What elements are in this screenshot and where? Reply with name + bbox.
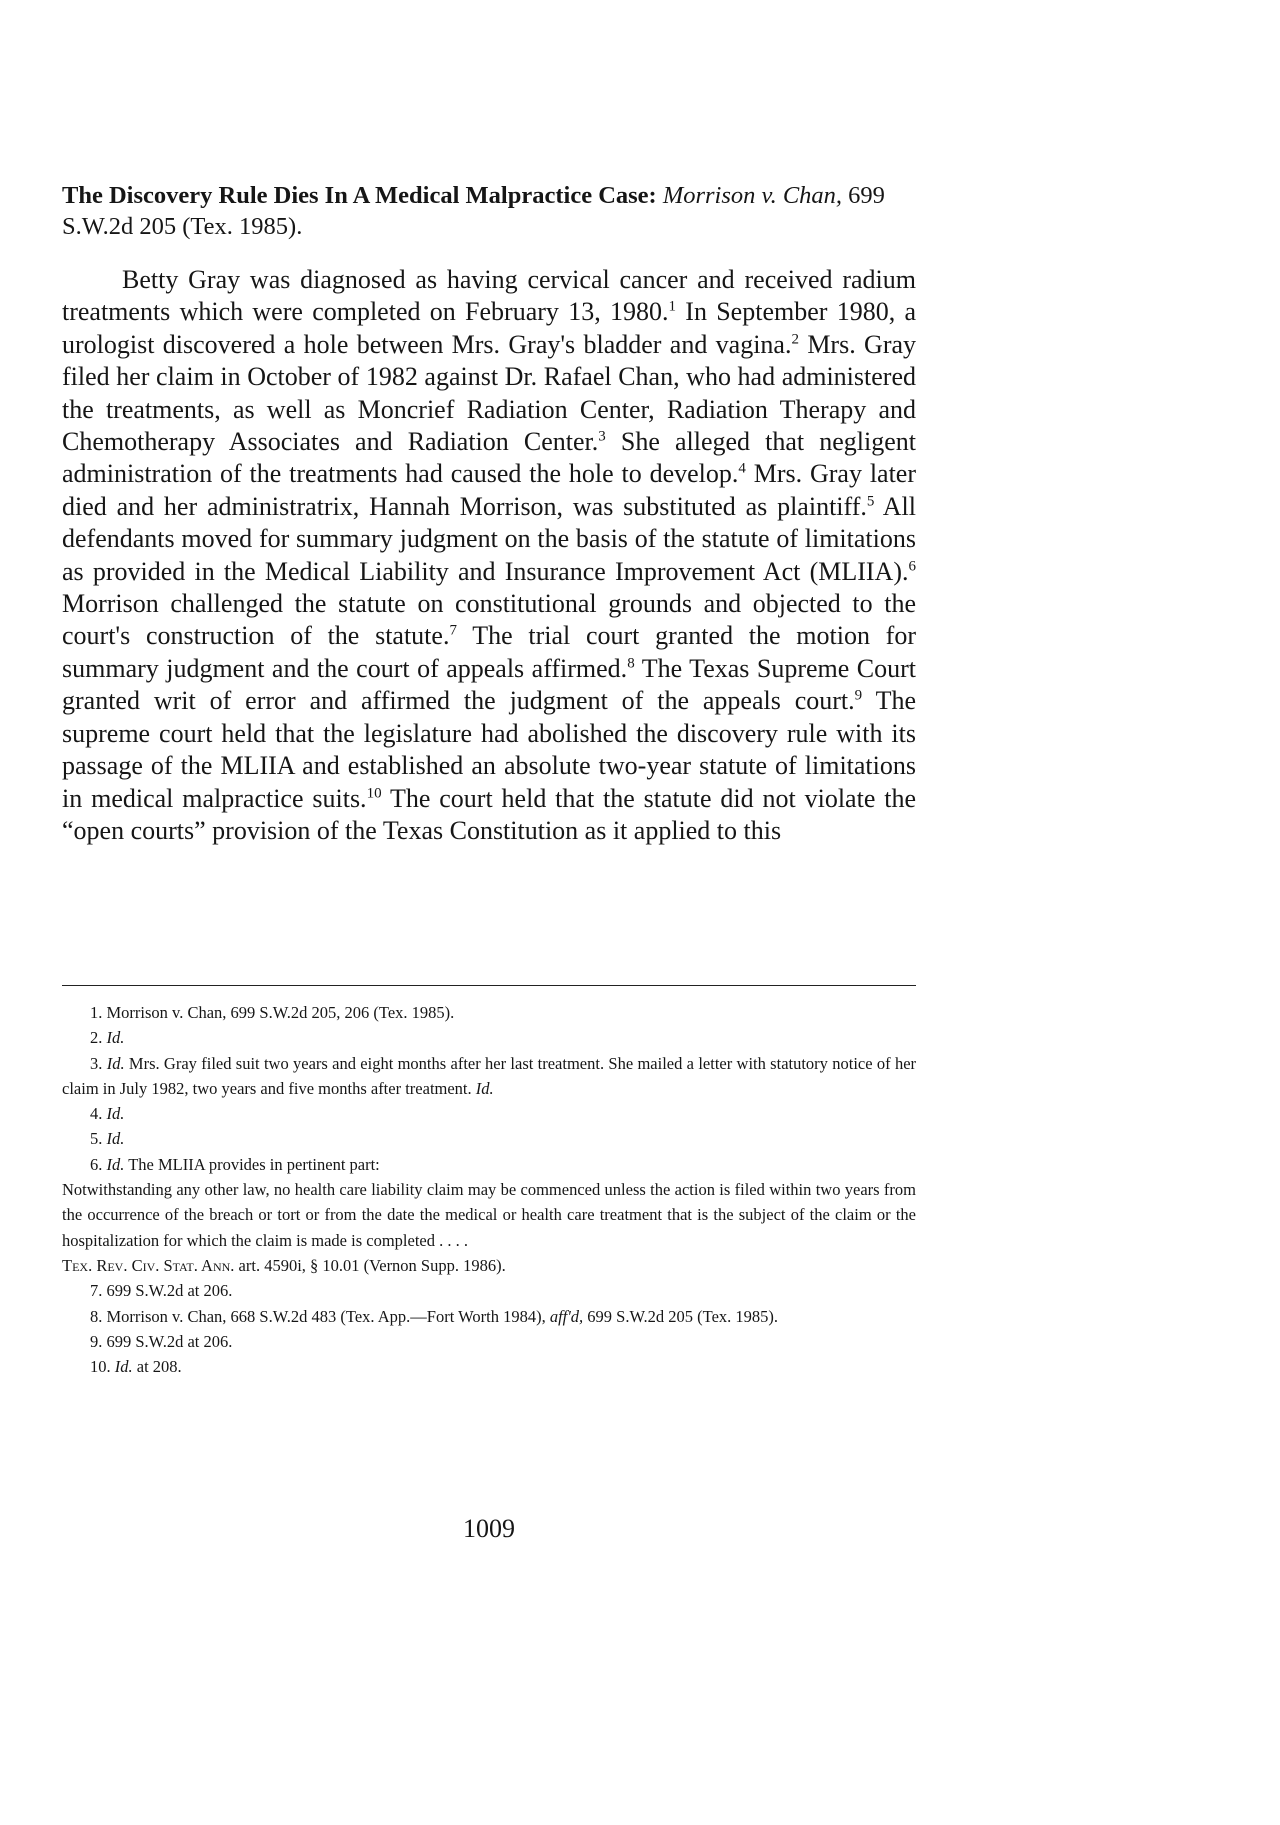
footnote-id: Id. <box>114 1357 133 1377</box>
footnote-number: 7. <box>90 1281 103 1301</box>
footnote-number: 2. <box>90 1028 103 1048</box>
footnote-ref: 2 <box>791 331 799 348</box>
body-sentence: Mrs. Gray filed her claim in October of 1982 against Dr. Rafael Chan, who had administered the treatments, as well as Moncrief Radiation Center, Radiation Therapy and Chemotherapy Associates and Radiation Center. <box>62 329 917 457</box>
footnote-id: Id. <box>106 1028 125 1048</box>
article-title <box>62 180 922 242</box>
title-heading: The Discovery Rule Dies In A Medical Malpractice Case: <box>62 182 657 209</box>
footnote-8 <box>62 1304 916 1329</box>
statute-section: art. 4590i, § 10.01 (Vernon Supp. 1986). <box>238 1255 506 1275</box>
footnote-affd: aff'd, <box>549 1306 584 1326</box>
body-sentence: Mrs. Gray later died and her administratrix, Hannah Morrison, was substituted as plaintiff. <box>62 459 917 521</box>
footnote-ref: 7 <box>449 622 457 639</box>
body-paragraph <box>62 264 916 847</box>
body-sentence: The court held that the statute did not violate the “open courts” provision of the Texas Constitution as it applied to this <box>62 783 916 845</box>
footnote-3 <box>62 1051 916 1102</box>
footnote-10 <box>62 1354 916 1379</box>
title-citation: 699 S.W.2d 205 (Tex. 1985). <box>62 182 885 240</box>
footnote-number: 6. <box>90 1154 103 1174</box>
footnote-ref: 9 <box>854 687 863 704</box>
body-sentence: The trial court granted the motion for summary judgment and the court of appeals affirmed. <box>62 621 916 683</box>
footnote-text: Morrison v. Chan, 668 S.W.2d 483 (Tex. App.—Fort Worth 1984), <box>106 1306 546 1326</box>
footnote-text: Mrs. Gray filed suit two years and eight months after her last treatment. She mailed a letter with statutory notice of her claim in July 1982, two years and five months after treatment. <box>62 1053 917 1098</box>
footnote-6 <box>62 1152 916 1177</box>
footnote-ref: 4 <box>738 460 746 477</box>
footnote-id: Id. <box>106 1154 125 1174</box>
title-case-name: Morrison v. Chan, <box>662 182 843 209</box>
footnote-id: Id. <box>475 1078 494 1098</box>
footnote-number: 5. <box>90 1129 103 1149</box>
footnote-text: 699 S.W.2d at 206. <box>106 1331 233 1351</box>
footnote-4 <box>62 1101 916 1126</box>
footnote-ref: 1 <box>668 298 676 315</box>
body-sentence: She alleged that negligent administration of the treatments had caused the hole to develop. <box>62 427 916 489</box>
body-sentence: The supreme court held that the legislature had abolished the discovery rule with its passage of the MLIIA and established an absolute two-year statute of limitations in medical malpractice suits. <box>62 686 916 813</box>
footnote-id: Id. <box>106 1053 125 1073</box>
footnote-ref: 6 <box>908 558 916 574</box>
footnote-id: Id. <box>106 1104 125 1124</box>
footnote-7 <box>62 1278 916 1303</box>
footnote-number: 4. <box>90 1104 103 1124</box>
footnote-2 <box>62 1025 916 1050</box>
footnote-text: 699 S.W.2d 205 (Tex. 1985). <box>587 1306 779 1326</box>
footnote-ref: 10 <box>366 784 382 801</box>
footnote-ref: 3 <box>598 428 606 445</box>
footnote-number: 10. <box>90 1357 111 1377</box>
footnote-6-statute-cite <box>62 1253 916 1278</box>
footnote-5 <box>62 1126 916 1151</box>
footnote-text: at 208. <box>136 1357 182 1377</box>
footnote-number: 1. <box>90 1003 103 1022</box>
body-sentence: Betty Gray was diagnosed as having cervical cancer and received radium treatments which were completed on February 13, 1980. <box>62 265 916 327</box>
body-sentence: The Texas Supreme Court granted writ of error and affirmed the judgment of the appeals court. <box>62 653 916 716</box>
body-sentence: Morrison challenged the statute on constitutional grounds and objected to the court's construction of the statute. <box>62 589 916 651</box>
footnote-1 <box>62 1000 916 1025</box>
footnote-text: 699 S.W.2d at 206. <box>106 1281 233 1301</box>
footnote-text: The MLIIA provides in pertinent part: <box>128 1154 380 1174</box>
footnote-number: 8. <box>90 1306 103 1326</box>
footnote-ref: 8 <box>627 655 635 672</box>
page-number: 1009 <box>463 1514 515 1543</box>
footnote-divider <box>62 985 916 986</box>
footnotes <box>62 1000 916 1379</box>
footnote-id: Id. <box>106 1129 125 1149</box>
footnote-number: 9. <box>90 1331 103 1351</box>
footnote-6-block-quote: Notwithstanding any other law, no health care liability claim may be commenced unless the action is filed within two years from the occurrence of the breach or tort or from the date the medical or health care treatment that is the subject of the claim or the hospitalization for which the claim is made is completed . . . . <box>62 1180 916 1250</box>
footnote-ref: 5 <box>866 493 875 510</box>
statute-name: Tex. Rev. Civ. Stat. Ann. <box>62 1255 235 1275</box>
footnote-text: Morrison v. Chan, 699 S.W.2d 205, 206 (Tex. 1985). <box>106 1003 455 1022</box>
footnote-9 <box>62 1329 916 1354</box>
body-sentence: In September 1980, a urologist discovered a hole between Mrs. Gray's bladder and vagina. <box>62 297 917 359</box>
body-sentence: All defendants moved for summary judgment on the basis of the statute of limitations as provided in the Medical Liability and Insurance Improvement Act (MLIIA). <box>62 491 916 586</box>
footnote-number: 3. <box>90 1053 103 1073</box>
